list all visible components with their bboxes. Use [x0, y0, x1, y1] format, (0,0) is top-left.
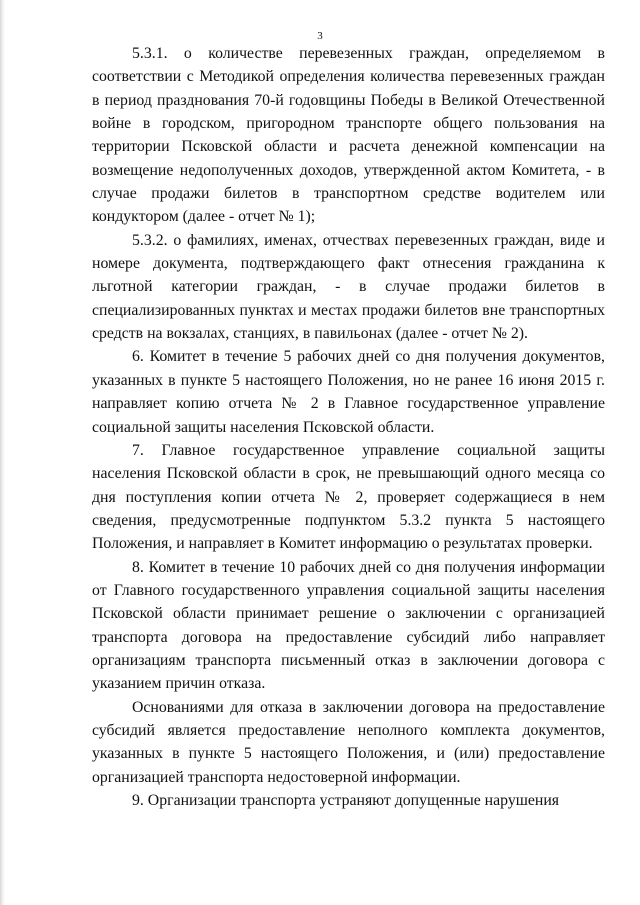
document-body [92, 42, 605, 812]
paragraph-7: 7. Главное государственное управление социальной защиты населения Псковской области в срок, не превышающий одного месяца со дня поступления копии отчета № 2, проверяет содержащиеся в нем сведения, предусмотренные подпунктом 5.3.2 пункта 5 настоящего Положения, и направляет в Комитет информацию о результатах проверки. [92, 441, 605, 553]
paragraph-5-3-1: 5.3.1. о количестве перевезенных граждан, определяемом в соответствии с Методикой определения количества перевезенных граждан в период празднования 70-й годовщины Победы в Великой Отечественной войне в городском, пригородном транспорте общего пользования на территории Псковской области и расчета денежной компенсации на возмещение недополученных доходов, утвержденной актом Комитета, - в случае продажи билетов в транспортном средстве водителем или кондуктором (далее - отчет № 1); [92, 45, 605, 226]
paragraph-8: 8. Комитет в течение 10 рабочих дней со дня получения информации от Главного государственного управления социальной защиты населения Псковской области принимает решение о заключении с организацией транспорта договора на предоставление субсидий либо направляет организациям транспорта письменный отказ в заключении договора с указанием причин отказа. [92, 558, 605, 693]
scan-edge [0, 0, 5, 905]
paragraph-6: 6. Комитет в течение 5 рабочих дней со дня получения документов, указанных в пункте 5 настоящего Положения, но не ранее 16 июня 2015 г. направляет копию отчета № 2 в Главное государственное управление социальной защиты населения Псковской области. [92, 348, 605, 436]
paragraph-5-3-2: 5.3.2. о фамилиях, именах, отчествах перевезенных граждан, виде и номере документа, подтверждающего факт отнесения гражданина к льготной категории граждан, - в случае продажи билетов в специализированных пунктах и местах продажи билетов вне транспортных средств на вокзалах, станциях, в павильонах (далее - отчет № 2). [92, 231, 605, 343]
page-number: 3 [317, 30, 323, 42]
paragraph-refusal-grounds: Основаниями для отказа в заключении договора на предоставление субсидий является предоставление неполного комплекта документов, указанных в пункте 5 настоящего Положения, и (или) предоставление организацией транспорта недостоверной информации. [92, 698, 605, 786]
paragraph-9: 9. Организации транспорта устраняют допущенные нарушения [132, 792, 560, 809]
